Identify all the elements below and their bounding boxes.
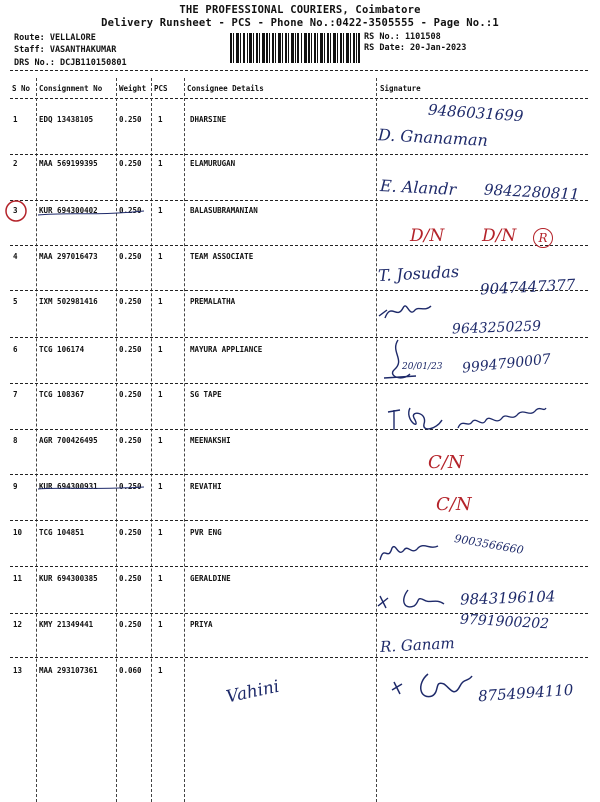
- circled-r-mark: R: [533, 228, 553, 248]
- row-consignee: MAYURA APPLIANCE: [190, 345, 263, 354]
- handwritten-phone: 9643250259: [451, 318, 542, 338]
- staff-label: Staff: VASANTHAKUMAR: [14, 45, 117, 55]
- barcode-icon: [230, 33, 360, 63]
- row-sno: 7: [13, 390, 18, 399]
- route-label: Route: VELLALORE: [14, 33, 96, 43]
- row-pcs: 1: [158, 620, 163, 629]
- row-consignee: BALASUBRAMANIAN: [190, 206, 258, 215]
- row-sno: 8: [13, 436, 18, 445]
- signature-scribble-icon: [375, 298, 435, 324]
- handwritten-phone: 9047447377: [479, 275, 576, 299]
- row-consignment: KMY 21349441: [39, 620, 94, 629]
- row-consignment: AGR 700426495: [39, 436, 98, 445]
- row-pcs: 1: [158, 206, 163, 215]
- row-divider: [10, 657, 588, 658]
- row-pcs: 1: [158, 115, 163, 124]
- column-header-signature: Signature: [380, 84, 421, 93]
- row-consignment: MAA 569199395: [39, 159, 98, 168]
- row-pcs: 1: [158, 666, 163, 675]
- row-weight: 0.250: [119, 390, 142, 399]
- row-pcs: 1: [158, 482, 163, 491]
- row-weight: 0.250: [119, 620, 142, 629]
- column-header-consignee: Consignee Details: [187, 84, 264, 93]
- row-consignee: MEENAKSHI: [190, 436, 231, 445]
- row-consignment: TCG 104851: [39, 528, 85, 537]
- rs-date: RS Date: 20-Jan-2023: [364, 43, 467, 53]
- row-weight: 0.250: [119, 159, 142, 168]
- row-consignment: KUR 694300402: [39, 206, 98, 215]
- row-consignee: PVR ENG: [190, 528, 222, 537]
- handwritten-mark: D/N: [410, 226, 445, 246]
- row-weight: 0.250: [119, 345, 142, 354]
- row-pcs: 1: [158, 574, 163, 583]
- row-consignee: GERALDINE: [190, 574, 231, 583]
- header-divider: [10, 70, 588, 71]
- row-sno: 13: [13, 666, 23, 675]
- handwritten-consignee: Vahini: [224, 676, 282, 708]
- row-sno: 2: [13, 159, 18, 168]
- handwritten-mark: C/N: [436, 494, 472, 515]
- row-weight: 0.250: [119, 297, 142, 306]
- row-consignment: KUR 694300931: [39, 482, 98, 491]
- signature-scribble-icon: [388, 668, 474, 708]
- row-sno: 10: [13, 528, 23, 537]
- column-separator: [184, 78, 185, 802]
- circled-row-mark-icon: [4, 199, 28, 223]
- row-divider: [10, 383, 588, 384]
- row-weight: 0.250: [119, 574, 142, 583]
- row-divider: [10, 337, 588, 338]
- signature-scribble-icon: [378, 538, 442, 564]
- row-pcs: 1: [158, 528, 163, 537]
- row-divider: [10, 154, 588, 155]
- row-consignment: EDQ 13438105: [39, 115, 94, 124]
- handwritten-phone: 9791900202: [459, 611, 550, 633]
- row-consignee: REVATHI: [190, 482, 222, 491]
- row-consignment: KUR 694300385: [39, 574, 98, 583]
- handwritten-signature: T. Josudas: [377, 261, 460, 286]
- handwritten-signature: E. Alandr: [379, 176, 457, 199]
- column-header-divider: [10, 98, 588, 99]
- signature-scribble-icon: [374, 586, 454, 614]
- handwritten-date: 20/01/23: [402, 362, 443, 372]
- signature-scribble-icon: [384, 400, 448, 440]
- row-consignee: TEAM ASSOCIATE: [190, 252, 254, 261]
- handwritten-signature: R. Ganam: [379, 634, 456, 656]
- column-separator: [116, 78, 117, 802]
- handwritten-phone: 9842280811: [483, 180, 580, 204]
- handwritten-phone: 8754994110: [477, 680, 574, 706]
- row-weight: 0.250: [119, 482, 142, 491]
- runsheet-title: Delivery Runsheet - PCS - Phone No.:0422-3505555 - Page No.:1: [101, 17, 499, 29]
- row-consignee: DHARSINE: [190, 115, 227, 124]
- row-consignee: PRIYA: [190, 620, 213, 629]
- row-weight: 0.060: [119, 666, 142, 675]
- handwritten-phone: 9843196104: [459, 587, 556, 609]
- row-consignment: TCG 106174: [39, 345, 85, 354]
- handwritten-phone: 9994790007: [461, 351, 552, 377]
- row-pcs: 1: [158, 297, 163, 306]
- row-pcs: 1: [158, 159, 163, 168]
- row-divider: [10, 520, 588, 521]
- handwritten-phone: 9003566660: [453, 532, 525, 557]
- handwritten-signature: D. Gnanaman: [377, 125, 489, 150]
- row-sno: 3: [13, 206, 18, 215]
- row-pcs: 1: [158, 390, 163, 399]
- signature-scribble-icon: [380, 338, 420, 384]
- row-sno: 12: [13, 620, 23, 629]
- row-consignment: IXM 502981416: [39, 297, 98, 306]
- row-consignment: MAA 297016473: [39, 252, 98, 261]
- row-sno: 11: [13, 574, 23, 583]
- handwritten-phone: 9486031699: [427, 100, 524, 126]
- row-sno: 4: [13, 252, 18, 261]
- row-consignee: SG TAPE: [190, 390, 222, 399]
- column-separator: [376, 78, 377, 802]
- strike-through-icon: [36, 478, 146, 494]
- row-sno: 6: [13, 345, 18, 354]
- row-divider: [10, 566, 588, 567]
- column-separator: [151, 78, 152, 802]
- column-header-sno: S No: [12, 84, 31, 93]
- row-consignment: TCG 108367: [39, 390, 85, 399]
- column-header-consignment: Consignment No: [39, 84, 103, 93]
- row-sno: 1: [13, 115, 18, 124]
- company-title: THE PROFESSIONAL COURIERS, Coimbatore: [179, 4, 421, 16]
- row-weight: 0.250: [119, 528, 142, 537]
- drs-number: DRS No.: DCJB110150801: [14, 58, 127, 68]
- row-weight: 0.250: [119, 252, 142, 261]
- handwritten-phone-scribble-icon: [454, 404, 548, 434]
- column-header-weight: Weight: [119, 84, 147, 93]
- row-consignee: ELAMURUGAN: [190, 159, 236, 168]
- rs-number: RS No.: 1101508: [364, 32, 441, 42]
- row-weight: 0.250: [119, 436, 142, 445]
- row-sno: 5: [13, 297, 18, 306]
- row-divider: [10, 474, 588, 475]
- row-consignee: PREMALATHA: [190, 297, 236, 306]
- row-pcs: 1: [158, 345, 163, 354]
- column-header-pcs: PCS: [154, 84, 168, 93]
- strike-through-icon: [36, 203, 146, 219]
- row-consignment: MAA 293107361: [39, 666, 98, 675]
- handwritten-mark: C/N: [428, 452, 464, 473]
- row-weight: 0.250: [119, 115, 142, 124]
- row-weight: 0.250: [119, 206, 142, 215]
- row-sno: 9: [13, 482, 18, 491]
- column-separator: [36, 78, 37, 802]
- handwritten-mark: D/N: [482, 226, 517, 246]
- row-divider: [10, 200, 588, 201]
- row-pcs: 1: [158, 252, 163, 261]
- row-pcs: 1: [158, 436, 163, 445]
